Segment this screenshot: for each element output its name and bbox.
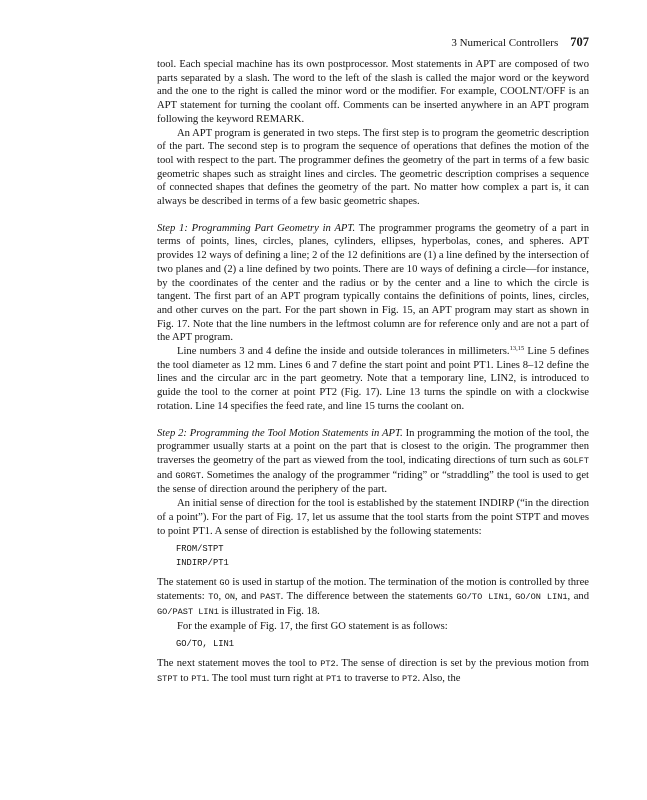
paragraph-text: The statement xyxy=(157,576,220,588)
inline-code: GO/ON LIN1 xyxy=(515,592,568,603)
inline-code: GO xyxy=(219,577,230,588)
code-block xyxy=(176,638,589,652)
paragraph: An initial sense of direction for the tool is established by the statement INDIRP (“in the direction of a point”). For the part of Fig. 17, let us assume that the tool starts from the point STPT and moves to point PT1. A sense of direction is established by the following statements: xyxy=(157,498,589,537)
paragraph xyxy=(157,222,589,345)
paragraph xyxy=(157,345,589,414)
paragraph-text: . Also, the xyxy=(417,672,461,684)
code-line: FROM/STPT xyxy=(176,544,224,555)
paragraph-text: The next statement moves the tool to xyxy=(157,658,321,670)
page-number: 707 xyxy=(570,35,589,49)
paragraph-text: to xyxy=(177,672,192,684)
paragraph: An APT program is generated in two steps. The first step is to program the geometric description of the part. The second step is to program the sequence of operations that defines the motion of the tool with respect to the part. The programmer defines the geometry of the part in terms of a few basic geometric shapes such as straight lines and circles. The geometric description comprises a sequence of connected shapes that defines the geometry of the part. No matter how complex a part is, it can always be described in terms of a few basic geometric shapes. xyxy=(157,127,589,208)
paragraph-gap xyxy=(157,414,589,427)
inline-code: PT2 xyxy=(402,673,418,684)
inline-code: PT1 xyxy=(191,673,207,684)
paragraph-text: . Sometimes the analogy of the programmer “riding” or “straddling” the tool is used to get the sense of direction around the periphery of the part. xyxy=(157,469,589,496)
paragraph-text: is illustrated in Fig. 18. xyxy=(218,606,320,618)
inline-code: GO/PAST LIN1 xyxy=(157,607,219,618)
inline-code: ON xyxy=(224,592,236,603)
paragraph-text: In programming the motion of the tool, the programmer usually starts at a point on the part that is closest to the origin. The programmer then traverses the geometry of the part as viewed from the tool, indicating directions of turn such as xyxy=(157,427,589,466)
inline-code: GORGT xyxy=(175,470,202,481)
section-title: 3 Numerical Controllers xyxy=(451,37,559,49)
paragraph: tool. Each special machine has its own postprocessor. Most statements in APT are composed of two parts separated by a slash. The word to the left of the slash is called the major word or the keyword and the one to the right is called the minor word or the modifier. For example, COOLNT/OFF is an APT statement for turning the coolant off. Comments can be inserted anywhere in an APT program following the keyword REMARK. xyxy=(157,59,589,125)
paragraph-text: . The tool must turn right at xyxy=(206,672,326,684)
paragraph-text: to traverse to xyxy=(341,672,403,684)
inline-code: STPT xyxy=(157,673,178,684)
paragraph-text: , xyxy=(218,591,225,603)
document-page xyxy=(157,34,589,687)
inline-code: GO/TO LIN1 xyxy=(456,592,509,603)
paragraph xyxy=(157,657,589,686)
paragraph-text: and xyxy=(157,469,176,481)
step-heading: Step 2: Programming the Tool Motion Statements in APT. xyxy=(157,427,403,439)
paragraph-text: , xyxy=(508,591,516,603)
step-heading: Step 1: Programming Part Geometry in APT. xyxy=(157,222,356,234)
code-line: INDIRP/PT1 xyxy=(176,557,229,568)
code-block xyxy=(176,543,589,570)
paragraph-text: , and xyxy=(567,591,590,603)
paragraph-text: , and xyxy=(235,591,261,603)
inline-code: PAST xyxy=(260,592,281,603)
running-header xyxy=(157,34,589,58)
paragraph-gap xyxy=(157,209,589,222)
inline-code: PT1 xyxy=(325,673,342,684)
paragraph-text: Line 5 defines the tool diameter as 12 mm. Lines 6 and 7 define the start point and point PT1. Lines 8–12 define the lines and the circular arc in the part geometry. Note that a temporary line, LIN2, is introduced to guide the tool to the corner at point PT2 (Fig. 17). Line 13 turns the spindle on with a clockwise rotation. Line 14 specifies the feed rate, and line 15 turns the coolant on. xyxy=(157,346,590,412)
paragraph: For the example of Fig. 17, the first GO statement is as follows: xyxy=(177,620,448,632)
paragraph-text: is used in startup of the motion. The termination of the motion is controlled by three statements: xyxy=(157,576,589,603)
paragraph xyxy=(157,427,589,498)
inline-code: TO xyxy=(208,592,219,603)
inline-code: GOLFT xyxy=(563,455,589,466)
paragraph-text: The programmer programs the geometry of a part in terms of points, lines, circles, planes, cylinders, ellipses, hyperbolas, cones, and spheres. APT provides 12 ways of defining a line; 2 of the 12 definitions are (1) a line defined by the intersection of two planes and (2) a line defined by two points. There are 10 ways of defining a circle—for instance, by the coordinates of the center and the radius or by the center and a line to which the circle is tangent. The first part of an APT program typically contains the definitions of points, lines, circles, and other curves on the part. For the part shown in Fig. 15, an APT program may start as shown in Fig. 17. Note that the line numbers in the leftmost column are for reference only and are not a part of the APT program. xyxy=(157,222,590,344)
paragraph-text: Line numbers 3 and 4 define the inside and outside tolerances in millimeters. xyxy=(177,346,510,358)
citation-superscript: 13,15 xyxy=(509,345,525,353)
inline-code: PT2 xyxy=(320,659,336,670)
paragraph-text: . The sense of direction is set by the previous motion from xyxy=(335,658,589,670)
code-line: GO/TO, LIN1 xyxy=(176,639,235,650)
paragraph-text: . The difference between the statements xyxy=(280,591,457,603)
paragraph xyxy=(157,576,589,620)
